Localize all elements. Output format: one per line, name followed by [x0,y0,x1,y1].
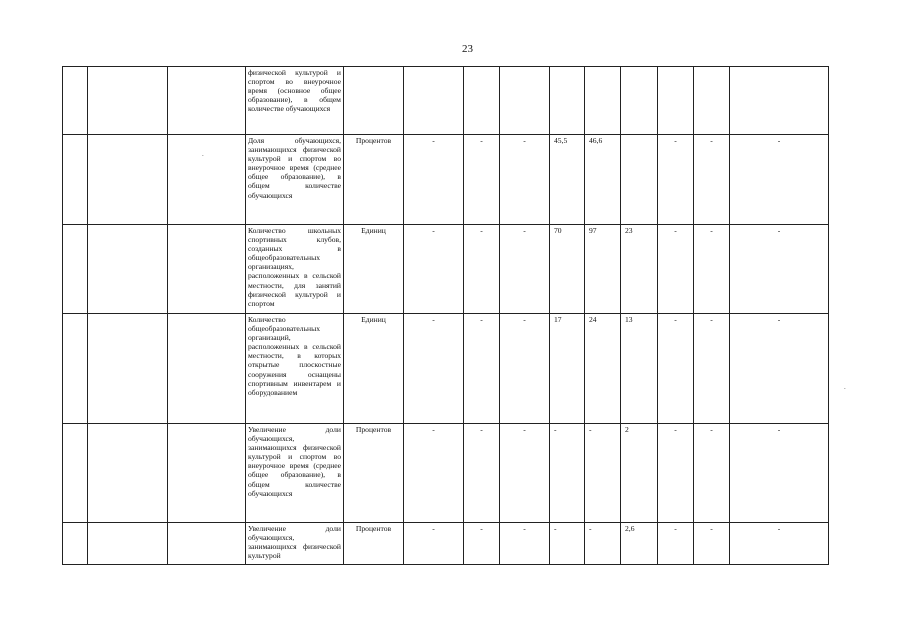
stray-mark: . [844,383,846,391]
stray-mark: . [202,150,204,158]
value-cell: 97 [585,225,621,314]
value-cell: - [658,225,694,314]
table-row [63,523,829,565]
empty-cell [63,225,88,314]
value-cell: - [658,424,694,523]
page-number: 23 [462,43,473,55]
value-cell [694,67,730,135]
value-cell: - [730,314,829,424]
value-cell: - [730,523,829,565]
value-cell: 24 [585,314,621,424]
value-cell: - [500,135,550,225]
value-cell: 2,6 [621,523,658,565]
empty-cell [63,314,88,424]
value-cell [621,135,658,225]
value-cell: - [500,225,550,314]
value-cell [621,67,658,135]
value-cell: - [404,424,464,523]
indicator-name-cell: Доля обучающихся, занимающихся физической культурой и спортом во внеурочное время (среднее общее образование), в общем количестве обучающихся [246,135,344,225]
value-cell: - [730,225,829,314]
value-cell: - [585,523,621,565]
empty-cell [88,523,168,565]
empty-cell [88,314,168,424]
empty-cell [168,135,246,225]
table-row [63,314,829,424]
value-cell: - [658,314,694,424]
value-cell: 17 [550,314,585,424]
value-cell [500,67,550,135]
unit-cell: Процентов [344,424,404,523]
unit-cell: Процентов [344,135,404,225]
value-cell: - [550,523,585,565]
value-cell: - [585,424,621,523]
empty-cell [88,225,168,314]
value-cell [404,67,464,135]
value-cell: - [694,225,730,314]
value-cell: - [404,314,464,424]
value-cell [730,67,829,135]
value-cell: 46,6 [585,135,621,225]
value-cell: - [730,135,829,225]
empty-cell [88,424,168,523]
value-cell: - [404,135,464,225]
value-cell: - [464,135,500,225]
value-cell: 13 [621,314,658,424]
indicator-table [62,66,829,565]
value-cell: - [464,314,500,424]
value-cell: 70 [550,225,585,314]
value-cell: - [658,523,694,565]
value-cell [658,67,694,135]
value-cell: 2 [621,424,658,523]
value-cell: - [730,424,829,523]
indicator-name-cell: Увеличение доли обучающихся, занимающихся физической культурой и спортом во внеурочное время (среднее общее образование), в общем количестве обучающихся [246,424,344,523]
indicator-name-cell: Количество школьных спортивных клубов, созданных в общеобразовательных организациях, расположенных в сельской местности, для занятий физической культурой и спортом [246,225,344,314]
empty-cell [168,424,246,523]
empty-cell [88,135,168,225]
indicator-name-cell: физической культурой и спортом во внеурочное время (основное общее образование), в общем количестве обучающихся [246,67,344,135]
value-cell: - [500,523,550,565]
value-cell: - [464,225,500,314]
value-cell [550,67,585,135]
value-cell: - [500,314,550,424]
empty-cell [168,225,246,314]
value-cell: - [694,135,730,225]
unit-cell: Единиц [344,314,404,424]
empty-cell [88,67,168,135]
value-cell [585,67,621,135]
empty-cell [168,523,246,565]
value-cell: - [694,424,730,523]
unit-cell: Процентов [344,523,404,565]
empty-cell [63,67,88,135]
value-cell: 45,5 [550,135,585,225]
table-body [63,67,829,565]
unit-cell [344,67,404,135]
table-row [63,135,829,225]
value-cell: - [464,424,500,523]
empty-cell [63,424,88,523]
value-cell: - [694,314,730,424]
empty-cell [63,135,88,225]
table-row [63,424,829,523]
value-cell: - [404,523,464,565]
table-row [63,67,829,135]
value-cell: - [550,424,585,523]
value-cell: - [658,135,694,225]
empty-cell [168,67,246,135]
value-cell: - [500,424,550,523]
value-cell [464,67,500,135]
value-cell: - [694,523,730,565]
value-cell: 23 [621,225,658,314]
empty-cell [63,523,88,565]
unit-cell: Единиц [344,225,404,314]
value-cell: - [464,523,500,565]
indicator-name-cell: Увеличение доли обучающихся, занимающихся физической культурой [246,523,344,565]
indicator-name-cell: Количество общеобразовательных организаций, расположенных в сельской местности, в которых открытые плоскостные сооружения оснащены спортивным инвентарем и оборудованием [246,314,344,424]
table-row [63,225,829,314]
empty-cell [168,314,246,424]
value-cell: - [404,225,464,314]
